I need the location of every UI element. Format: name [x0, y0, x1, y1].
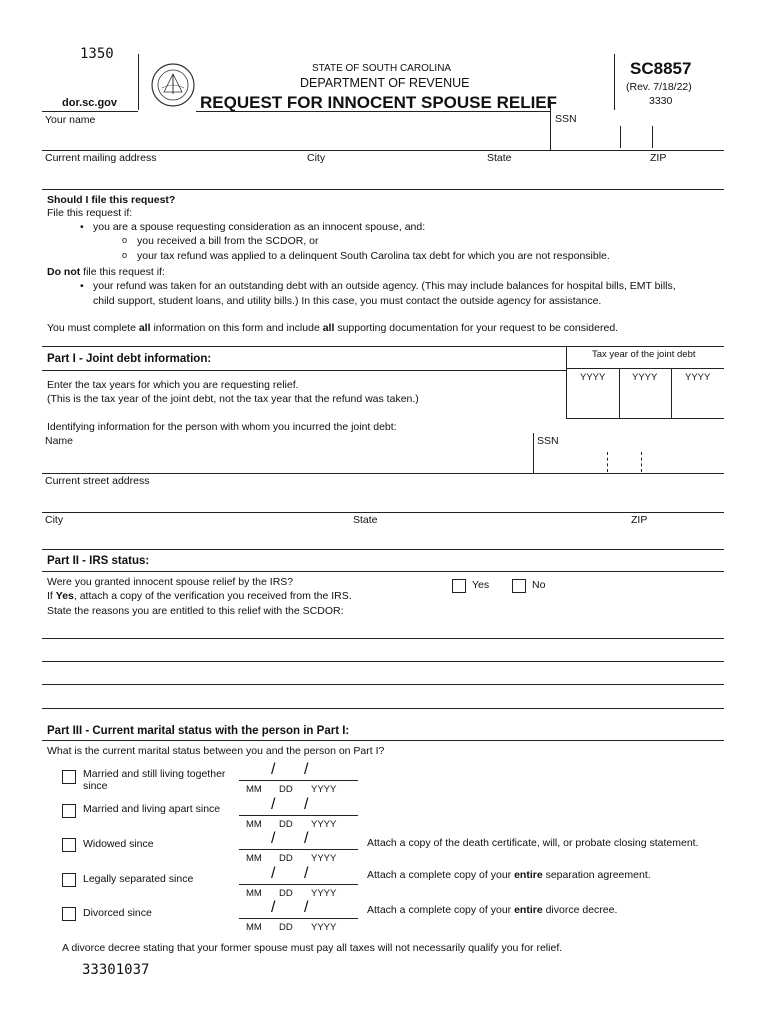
header-rule-left [42, 111, 138, 112]
website: dor.sc.gov [62, 97, 118, 109]
tax-year-header-rule [566, 368, 724, 369]
state-label: State [487, 152, 512, 164]
tax-year-1-placeholder: YYYY [580, 372, 606, 383]
date-slash: / [304, 796, 309, 813]
divorced-date-field[interactable] [242, 902, 356, 918]
enter-years-note: (This is the tax year of the joint debt, not the tax year that the refund was taken.) [47, 393, 419, 405]
date-mm-label: MM [246, 922, 262, 933]
separated-date-field[interactable] [242, 868, 356, 884]
form-number: SC8857 [630, 59, 692, 78]
marital-question: What is the current marital status between you and the person on Part I? [47, 745, 385, 757]
reasons-rule-3 [42, 684, 724, 685]
date-yyyy-label: YYYY [311, 853, 337, 864]
part1-heading-rule [42, 370, 566, 371]
date-mm-label: MM [246, 853, 262, 864]
divorce-decree-note: A divorce decree stating that your former spouse must pay all taxes will not necessarily qualify you for relief. [62, 942, 563, 954]
part1-top-rule [42, 346, 724, 347]
date-slash: / [271, 761, 276, 778]
header-divider-right [614, 54, 615, 110]
complete-all-1: all [138, 322, 151, 334]
date-dd-label: DD [279, 784, 293, 795]
widowed-note: Attach a copy of the death certificate, will, or probate closing statement. [367, 837, 699, 849]
your-name-label: Your name [45, 114, 96, 126]
spouse-name-label: Name [45, 435, 74, 447]
tax-year-label: Tax year of the joint debt [592, 349, 696, 360]
part1-heading: Part I - Joint debt information: [47, 353, 212, 365]
tax-year-1-field[interactable] [566, 381, 619, 417]
divorced-note-post: divorce decree. [542, 904, 618, 916]
reasons-rule-2 [42, 661, 724, 662]
date-line [239, 849, 358, 850]
form-title: REQUEST FOR INNOCENT SPOUSE RELIEF [200, 93, 558, 112]
identifying-text: Identifying information for the person with whom you incurred the joint debt: [47, 421, 397, 433]
form-id: 3330 [649, 95, 673, 107]
mailing-address-label: Current mailing address [45, 152, 157, 164]
divorced-note [367, 904, 617, 916]
spouse-ssn-label: SSN [537, 435, 559, 447]
date-yyyy-label: YYYY [311, 819, 337, 830]
divorced-label: Divorced since [83, 907, 152, 919]
state-name: STATE OF SOUTH CAROLINA [312, 63, 452, 74]
ssn-divider [550, 100, 551, 150]
form-code: 1350 [80, 46, 114, 62]
date-line [239, 780, 358, 781]
header-divider-left [138, 54, 139, 110]
tax-year-2-field[interactable] [620, 381, 671, 417]
irs-no-label: No [532, 579, 546, 591]
reasons-rule-4 [42, 708, 724, 709]
date-slash: / [271, 899, 276, 916]
circle-bullet: o [122, 235, 128, 245]
divorced-note-pre: Attach a complete copy of your [367, 904, 515, 916]
bullet1-text: you are a spouse requesting consideration as an innocent spouse, and: [93, 221, 426, 233]
married-together-date-field[interactable] [242, 764, 356, 780]
state-seal-icon [150, 62, 196, 108]
do-not-bold: Do not [47, 266, 81, 278]
date-slash: / [271, 830, 276, 847]
spouse-ssn-divider [533, 433, 534, 473]
name-row-rule [42, 150, 724, 151]
bullet-dot: • [80, 221, 84, 233]
spouse-street-field[interactable] [46, 489, 722, 511]
reasons-line-2[interactable] [44, 643, 724, 661]
date-line [239, 884, 358, 885]
part2-heading-rule [42, 571, 724, 572]
separated-note [367, 869, 651, 881]
date-mm-label: MM [246, 819, 262, 830]
spouse-city-rule [42, 549, 724, 550]
file-if-text: File this request if: [47, 207, 133, 219]
date-slash: / [304, 899, 309, 916]
tax-year-2-placeholder: YYYY [632, 372, 658, 383]
irs-no-checkbox[interactable] [512, 579, 526, 593]
married-together-label: Married and still living together [83, 768, 226, 780]
bullet2-line2: child support, student loans, and utility bills.) In this case, you must contact the outside agency for assistance. [93, 295, 602, 307]
do-not-rest: file this request if: [80, 266, 165, 278]
reasons-line-3[interactable] [44, 666, 724, 684]
sub2-text: your tax refund was applied to a delinquent South Carolina tax debt for which you are not responsible. [137, 250, 610, 262]
if-yes-post: , attach a copy of the verification you received from the IRS. [73, 590, 352, 602]
address-row-rule [42, 189, 724, 190]
if-yes-pre: If [47, 590, 56, 602]
part2-heading: Part II - IRS status: [47, 555, 150, 567]
spouse-name-field[interactable] [46, 448, 530, 472]
part3-heading: Part III - Current marital status with the person in Part I: [47, 725, 350, 737]
reasons-line-1[interactable] [44, 620, 724, 638]
date-dd-label: DD [279, 888, 293, 899]
reasons-rule-1 [42, 638, 724, 639]
tax-year-bottom-rule [566, 418, 724, 419]
date-yyyy-label: YYYY [311, 922, 337, 933]
date-slash: / [271, 865, 276, 882]
ssn-sep-2 [652, 126, 653, 148]
date-line [239, 918, 358, 919]
barcode-number: 33301037 [82, 962, 150, 978]
irs-yes-checkbox[interactable] [452, 579, 466, 593]
part3-heading-rule [42, 740, 724, 741]
date-slash: / [304, 761, 309, 778]
complete-pre: You must complete [47, 322, 139, 334]
spouse-city-state-zip-field[interactable] [46, 527, 722, 549]
separated-note-pre: Attach a complete copy of your [367, 869, 515, 881]
separated-note-bold: entire [514, 869, 543, 881]
circle-bullet: o [122, 250, 128, 260]
married-together-checkbox[interactable] [62, 770, 76, 784]
spouse-zip-label: ZIP [631, 514, 648, 526]
date-slash: / [304, 865, 309, 882]
married-apart-date-field[interactable] [242, 799, 356, 815]
widowed-date-field[interactable] [242, 833, 356, 849]
tax-year-3-placeholder: YYYY [685, 372, 711, 383]
date-slash: / [304, 830, 309, 847]
complete-all-2: all [322, 322, 335, 334]
date-mm-label: MM [246, 784, 262, 795]
married-apart-label: Married and living apart since [83, 803, 221, 815]
ssn-sep-1 [620, 126, 621, 148]
spouse-city-label: City [45, 514, 64, 526]
date-line [239, 815, 358, 816]
spouse-ssn-field[interactable] [540, 450, 722, 472]
married-apart-checkbox[interactable] [62, 804, 76, 818]
irs-question: Were you granted innocent spouse relief by the IRS? [47, 576, 294, 588]
reasons-line-4[interactable] [44, 690, 724, 708]
revision: (Rev. 7/18/22) [626, 81, 692, 93]
widowed-label: Widowed since [83, 838, 154, 850]
date-dd-label: DD [279, 922, 293, 933]
spouse-street-rule [42, 512, 724, 513]
bullet2-line1: your refund was taken for an outstanding debt with an outside agency. (This may include balances for hospital bills, EMT bills, [93, 280, 676, 292]
header-rule-center [196, 111, 550, 112]
sub1-text: you received a bill from the SCDOR, or [137, 235, 319, 247]
spouse-name-rule [42, 473, 724, 474]
reasons-text: State the reasons you are entitled to this relief with the SCDOR: [47, 605, 344, 617]
date-slash: / [271, 796, 276, 813]
spouse-street-label: Current street address [45, 475, 150, 487]
if-yes-text [47, 590, 352, 602]
if-yes-bold: Yes [55, 590, 74, 602]
separated-checkbox[interactable] [62, 873, 76, 887]
divorced-note-bold: entire [514, 904, 543, 916]
enter-years-text: Enter the tax years for which you are requesting relief. [47, 379, 299, 391]
date-dd-label: DD [279, 853, 293, 864]
date-yyyy-label: YYYY [311, 888, 337, 899]
complete-post: supporting documentation for your request to be considered. [334, 322, 619, 334]
separated-note-post: separation agreement. [542, 869, 651, 881]
complete-all-text [47, 322, 618, 334]
date-yyyy-label: YYYY [311, 784, 337, 795]
spouse-state-label: State [353, 514, 378, 526]
should-file-heading: Should I file this request? [47, 194, 176, 206]
city-label: City [307, 152, 326, 164]
married-together-since: since [83, 780, 108, 792]
zip-label: ZIP [650, 152, 667, 164]
department-name: DEPARTMENT OF REVENUE [300, 76, 470, 90]
tax-year-3-field[interactable] [672, 381, 724, 417]
do-not-file-text [47, 266, 165, 278]
separated-label: Legally separated since [83, 873, 194, 885]
complete-mid: information on this form and include [150, 322, 323, 334]
divorced-checkbox[interactable] [62, 907, 76, 921]
date-mm-label: MM [246, 888, 262, 899]
widowed-checkbox[interactable] [62, 838, 76, 852]
date-dd-label: DD [279, 819, 293, 830]
bullet-dot: • [80, 280, 84, 292]
ssn-label: SSN [555, 113, 577, 125]
irs-yes-label: Yes [472, 579, 490, 591]
